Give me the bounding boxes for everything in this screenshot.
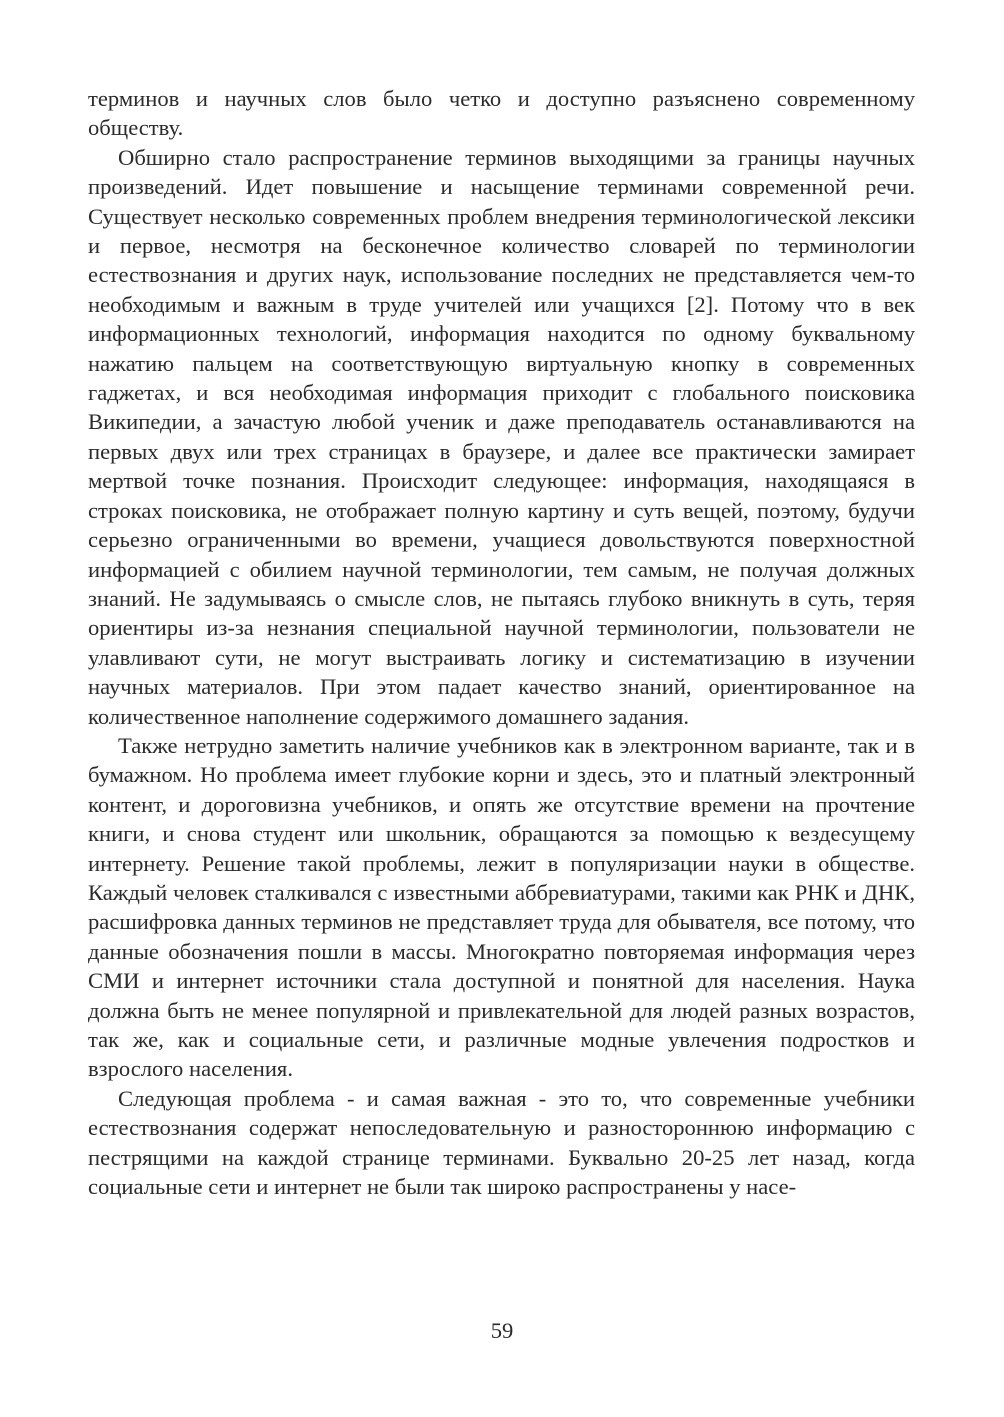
page-number: 59: [490, 1318, 514, 1343]
paragraph-main-problem: Следующая проблема - и самая важная - это то, что современные учебники естествознания содержат непоследовательную и разностороннюю информацию с пестрящими на каждой странице терминами. Буквально 20-25 лет назад, когда социальные сети и интернет не были так широко распространены у насе-: [88, 1085, 915, 1200]
paragraph-continuation: терминов и научных слов было четко и доступно разъяснено современному обществу.: [88, 86, 915, 141]
paragraph-terminology-spread: Обширно стало распространение терминов выходящими за границы научных произведений. Идет повышение и насыщение терминами современной речи. Существует несколько современных проблем внедрения терминологической лексики и первое, несмотря на бесконечное количество словарей по терминологии естествознания и других наук, использование последних не представляется чем-то необходимым и важным в труде учителей или учащихся [2]. Потому что в век информационных технологий, информация находится по одному буквальному нажатию пальцем на соответствующую виртуальную кнопку в современных гаджетах, и вся необходимая информация приходит с глобального поисковика Википедии, а зачастую любой ученик и даже преподаватель останавливаются на первых двух или трех страницах в браузере, и далее все практически замирает мертвой точке познания. Происходит следующее: информация, находящаяся в строках поисковика, не отображает полную картину и суть вещей, поэтому, будучи серьезно ограниченными во времени, учащиеся довольствуются поверхностной информацией с обилием научной терминологии, тем самым, не получая должных знаний. Не задумываясь о смысле слов, не пытаясь глубоко вникнуть в суть, теряя ориентиры из-за незнания специальной научной терминологии, пользователи не улавливают сути, не могут выстраивать логику и систематизацию в изучении научных материалов. При этом падает качество знаний, ориентированное на количественное наполнение содержимого домашнего задания.: [88, 144, 915, 729]
paragraph-textbooks: Также нетрудно заметить наличие учебников как в электронном варианте, так и в бумажном. Но проблема имеет глубокие корни и здесь, это и платный электронный контент, и дороговизна учебников, и опять же отсутствие времени на прочтение книги, и снова студент или школьник, обращаются за помощью к вездесущему интернету. Решение такой проблемы, лежит в популяризации науки в обществе. Каждый человек сталкивался с известными аббревиатурами, такими как РНК и ДНК, расшифровка данных терминов не представляет труда для обывателя, все потому, что данные обозначения пошли в массы. Многократно повторяемая информация через СМИ и интернет источники стала доступной и понятной для населения. Наука должна быть не менее популярной и привлекательной для людей разных возрастов, так же, как и социальные сети, и различные модные увлечения подростков и взрослого населения.: [88, 732, 915, 1082]
body-text: [88, 84, 915, 1201]
